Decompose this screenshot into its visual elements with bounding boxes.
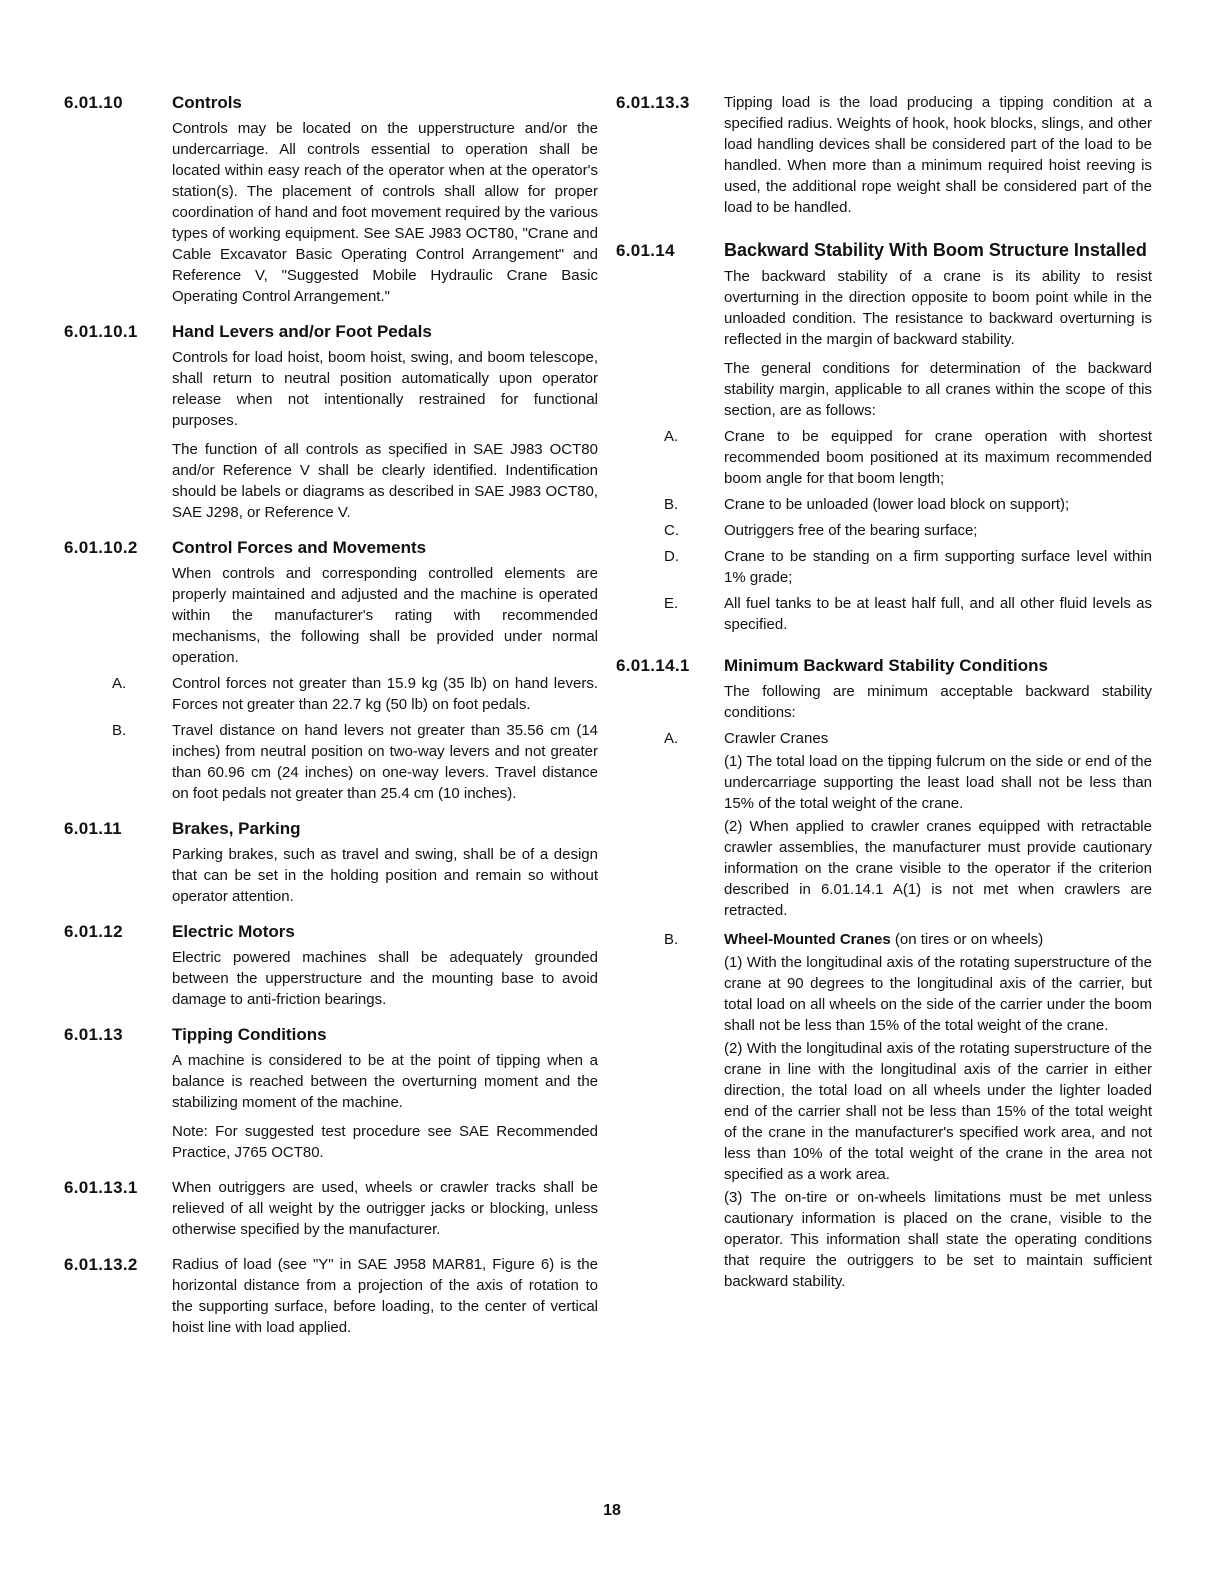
section-6-01-14 [616, 240, 1152, 635]
section-text: Tipping load is the load producing a tipping condition at a specified radius. Weights of hook, hook blocks, slings, and other load handling devices shall be considered part of the load to be handled. When more than a minimum required hoist reeving is used, the additional rope weight shall be considered part of the load to be handled. [724, 94, 1152, 216]
section-heading [64, 321, 598, 343]
list-label: C. [664, 522, 679, 539]
section-6-01-13-1 [64, 1177, 598, 1240]
paragraph: (2) With the longitudinal axis of the rotating superstructure of the crane in line with the longitudinal axis of the carrier in either direction, the total load on all wheels under the lighter loaded end of the carrier shall not be less than 15% of the total weight of the crane in the manufacturer's specified work area, and not less than 10% of the total weight of the crane in the area not specified as a work area. [724, 1040, 1152, 1183]
section-6-01-13 [64, 1024, 598, 1163]
note-paragraph: Note: For suggested test procedure see SAE Recommended Practice, J765 OCT80. [172, 1123, 598, 1161]
list-item [616, 546, 1152, 588]
list-item [64, 673, 598, 715]
section-6-01-12 [64, 921, 598, 1010]
paragraph: When controls and corresponding controlled elements are properly maintained and adjusted and the machine is operated within the manufacturer's rating with recommended mechanisms, the following shall be provided under normal operation. [172, 565, 598, 666]
list-label: A. [664, 730, 679, 747]
section-6-01-10-1 [64, 321, 598, 523]
section-title: Minimum Backward Stability Conditions [724, 656, 1048, 675]
paragraph: The general conditions for determination of the backward stability margin, applicable to all cranes within the scope of this section, are as follows: [724, 360, 1152, 419]
paragraph: (3) The on-tire or on-wheels limitations must be met unless cautionary information is placed on the crane, visible to the operator. This information shall state the operating conditions that require the outriggers to be set to maintain sufficient backward stability. [724, 1189, 1152, 1290]
section-heading [616, 240, 1152, 262]
section-6-01-10-2 [64, 537, 598, 804]
list-label: D. [664, 548, 679, 565]
list-label: A. [664, 428, 679, 445]
section-number: 6.01.10 [64, 93, 123, 112]
section-number: 6.01.10.2 [64, 538, 138, 557]
section-title: Hand Levers and/or Foot Pedals [172, 322, 432, 341]
section-number: 6.01.11 [64, 819, 122, 838]
list-item [616, 728, 1152, 921]
section-number: 6.01.10.1 [64, 322, 138, 341]
paragraph: Parking brakes, such as travel and swing, shall be of a design that can be set in the holding position and remain so without operator attention. [172, 846, 598, 905]
section-6-01-13-3 [616, 92, 1152, 218]
paragraph: The function of all controls as specified in SAE J983 OCT80 and/or Reference V shall be clearly identified. Indentification should be labels or diagrams as described in SAE J983 OCT80, SAE J298, or Reference V. [172, 441, 598, 521]
subsection-title-note: (on tires or on wheels) [890, 931, 1044, 948]
section-number: 6.01.13.3 [616, 93, 690, 112]
paragraph: A machine is considered to be at the point of tipping when a balance is reached between the overturning moment and the stabilizing moment of the machine. [172, 1052, 598, 1111]
paragraph: The following are minimum acceptable backward stability conditions: [724, 683, 1152, 721]
section-6-01-10 [64, 92, 598, 307]
section-title: Control Forces and Movements [172, 538, 427, 557]
paragraph: Controls may be located on the upperstructure and/or the undercarriage. All controls essential to operation shall be located within easy reach of the operator when at the operator's station(s). The placement of controls shall allow for proper coordination of hand and foot movement required by the various types of working equipment. See SAE J983 OCT80, "Crane and Cable Excavator Basic Operating Control Arrangement" and Reference V, "Suggested Mobile Hydraulic Crane Basic Operating Control Arrangement." [172, 120, 598, 305]
section-6-01-14-1 [616, 655, 1152, 1292]
subsection-title: Crawler Cranes [724, 730, 829, 747]
list-item [616, 426, 1152, 489]
paragraph: (1) With the longitudinal axis of the rotating superstructure of the crane at 90 degrees to the longitudinal axis of the carrier, but total load on all wheels on the side of the carrier under the boom shall not be less than 15% of the total weight of the crane. [724, 954, 1152, 1034]
list-text: Control forces not greater than 15.9 kg (35 lb) on hand levers. Forces not greater than 22.7 kg (50 lb) on foot pedals. [172, 675, 598, 713]
list-item [64, 720, 598, 804]
left-column [64, 92, 598, 1352]
list-text: Outriggers free of the bearing surface; [724, 522, 978, 539]
section-number: 6.01.12 [64, 922, 123, 941]
section-title: Brakes, Parking [172, 819, 301, 838]
section-6-01-11 [64, 818, 598, 907]
section-number: 6.01.13.2 [64, 1255, 138, 1274]
subsection-title [724, 929, 1152, 950]
list-text: Travel distance on hand levers not greater than 35.56 cm (14 inches) from neutral position on two-way levers and not greater than 60.96 cm (24 inches) on one-way levers. Travel distance on foot pedals not greater than 25.4 cm (10 inches). [172, 722, 598, 802]
section-text: When outriggers are used, wheels or crawler tracks shall be relieved of all weight by the outrigger jacks or blocking, unless otherwise specified by the manufacturer. [172, 1179, 598, 1238]
list-label: E. [664, 595, 679, 612]
list-item [616, 593, 1152, 635]
section-number: 6.01.13.1 [64, 1178, 138, 1197]
section-heading [64, 1024, 598, 1046]
section-number: 6.01.14.1 [616, 656, 690, 675]
section-heading [616, 655, 1152, 677]
list-label: B. [664, 931, 679, 948]
section-title: Controls [172, 93, 242, 112]
section-title: Backward Stability With Boom Structure Installed [724, 240, 1147, 260]
list-text: Crane to be equipped for crane operation with shortest recommended boom positioned at its maximum recommended boom angle for that boom length; [724, 428, 1152, 487]
list-label: B. [664, 496, 679, 513]
section-heading [64, 818, 598, 840]
list-text: Crane to be standing on a firm supporting surface level within 1% grade; [724, 548, 1152, 586]
paragraph: The backward stability of a crane is its ability to resist overturning in the direction opposite to boom point while in the unloaded condition. The resistance to backward overturning is reflected in the margin of backward stability. [724, 268, 1152, 348]
paragraph: Electric powered machines shall be adequately grounded between the upperstructure and the mounting base to avoid damage to anti-friction bearings. [172, 949, 598, 1008]
section-heading [64, 92, 598, 114]
section-heading [64, 921, 598, 943]
subsection-title-bold: Wheel-Mounted Cranes [724, 931, 891, 948]
list-label: A. [112, 675, 127, 692]
section-title: Electric Motors [172, 922, 295, 941]
list-text: All fuel tanks to be at least half full, and all other fluid levels as specified. [724, 595, 1152, 633]
list-item [616, 520, 1152, 541]
section-number: 6.01.13 [64, 1025, 123, 1044]
paragraph: (2) When applied to crawler cranes equipped with retractable crawler assemblies, the manufacturer must provide cautionary information on the crane visible to the operator if the criterion described in 6.01.14.1 A(1) is not met when crawlers are retracted. [724, 818, 1152, 919]
list-item [616, 929, 1152, 1292]
paragraph: Controls for load hoist, boom hoist, swing, and boom telescope, shall return to neutral position automatically upon operator release when not intentionally restrained for functional purposes. [172, 349, 598, 429]
list-label: B. [112, 722, 127, 739]
right-column [616, 92, 1152, 1306]
list-text: Crane to be unloaded (lower load block on support); [724, 496, 1070, 513]
section-heading [64, 537, 598, 559]
section-6-01-13-2 [64, 1254, 598, 1338]
list-item [616, 494, 1152, 515]
paragraph: (1) The total load on the tipping fulcrum on the side or end of the undercarriage supporting the least load shall not be less than 15% of the total weight of the crane. [724, 753, 1152, 812]
page-number: 18 [603, 1502, 621, 1519]
section-title: Tipping Conditions [172, 1025, 327, 1044]
section-text: Radius of load (see "Y" in SAE J958 MAR81, Figure 6) is the horizontal distance from a projection of the axis of rotation to the supporting surface, before loading, to the center of vertical hoist line with load applied. [172, 1256, 598, 1336]
section-number: 6.01.14 [616, 241, 675, 260]
